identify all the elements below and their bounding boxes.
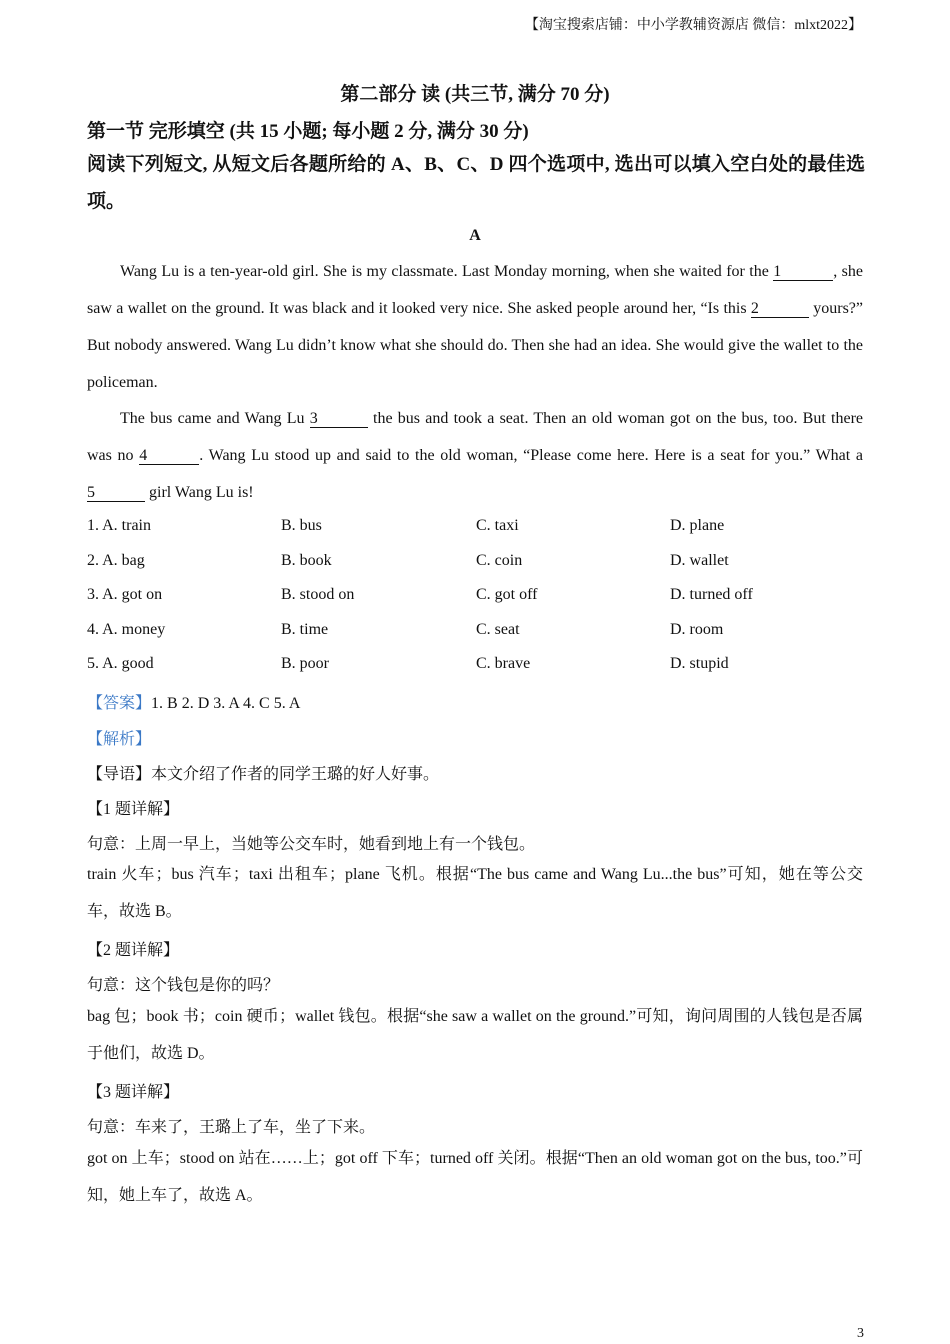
instructions: 阅读下列短文, 从短文后各题所给的 A、B、C、D 四个选项中, 选出可以填入空白处的最佳选项。 [87,154,865,212]
answer-label: 【答案】 [87,695,152,712]
option-cell: C. coin [476,552,523,569]
passage-paragraph-2 [87,400,863,511]
passage-text: The bus came and Wang Lu [120,410,310,427]
option-cell: 5. A. good [87,655,154,672]
option-row [87,552,867,574]
option-cell: C. taxi [476,517,519,534]
passage-text: . Wang Lu stood up and said to the old woman, “Please come here. Here is a seat for you.” What a [199,447,863,464]
option-cell: B. poor [281,655,329,672]
option-cell: 3. A. got on [87,586,163,603]
option-cell: D. turned off [670,586,753,603]
passage-text: yours?” But nobody answered. Wang Lu didn’t know what she should do. Then she had an idea. She would give the wallet to the policeman. [87,300,863,391]
option-cell: D. plane [670,517,725,534]
option-cell: 2. A. bag [87,552,145,569]
answer-line [87,690,300,713]
passage-text: Wang Lu is a ten-year-old girl. She is my classmate. Last Monday morning, when she waited for the [120,263,774,280]
option-cell: C. seat [476,621,520,638]
option-cell: B. time [281,621,329,638]
blank-1: 1 [773,264,833,281]
option-row [87,655,867,677]
q3-detail-title: 【3 题详解】 [87,1084,180,1101]
option-cell: B. bus [281,517,322,534]
option-row [87,517,867,539]
guide-text: 【导语】本文介绍了作者的同学王璐的好人好事。 [87,766,440,783]
q2-explanation: bag 包；book 书；coin 硬币；wallet 钱包。根据“she saw a wallet on the ground.”可知，询问周围的人钱包是否属于他们，故选 D。 [87,1008,863,1062]
answer-text: 1. B 2. D 3. A 4. C 5. A [151,695,301,712]
q2-detail-title: 【2 题详解】 [87,942,180,959]
option-cell: 1. A. train [87,517,151,534]
blank-3: 3 [310,411,368,428]
passage-label: A [469,227,481,244]
q3-explanation: got on 上车；stood on 站在……上；got off 下车；turned off 关闭。根据“Then an old woman got on the bus, too.”可知，她上车了，故选 A。 [87,1150,863,1204]
blank-4: 4 [139,448,199,465]
option-cell: C. brave [476,655,531,672]
passage-text: girl Wang Lu is! [145,484,254,501]
option-cell: B. stood on [281,586,355,603]
q1-detail-title: 【1 题详解】 [87,801,180,818]
option-cell: 4. A. money [87,621,166,638]
option-cell: C. got off [476,586,538,603]
option-cell: D. wallet [670,552,729,569]
q1-explanation: train 火车；bus 汽车；taxi 出租车；plane 飞机。根据“The bus came and Wang Lu...the bus”可知，她在等公交车，故选 B。 [87,866,863,920]
header-note: 【淘宝搜索店铺：中小学教辅资源店 微信：mlxt2022】 [524,18,862,33]
option-row [87,586,867,608]
blank-5: 5 [87,485,145,502]
passage-paragraph-1 [87,253,863,401]
q2-sentence-meaning: 句意：这个钱包是你的吗？ [87,977,280,994]
option-row [87,621,867,643]
option-cell: D. stupid [670,655,729,672]
q3-sentence-meaning: 句意：车来了，王璐上了车，坐了下来。 [87,1119,376,1136]
analysis-label: 【解析】 [87,731,152,748]
passage-text: , she saw a wallet on the ground. It was black and it looked very nice. She asked people around her, “Is this [87,263,863,317]
option-cell: D. room [670,621,724,638]
page-number: 3 [857,1326,864,1341]
blank-2: 2 [751,301,809,318]
q1-sentence-meaning: 句意：上周一早上，当她等公交车时，她看到地上有一个钱包。 [87,836,536,853]
part-title: 第二部分 读 (共三节, 满分 70 分) [340,84,610,105]
section-title: 第一节 完形填空 (共 15 小题; 每小题 2 分, 满分 30 分) [87,121,529,142]
passage-text: the bus and took a seat. Then an old woman got on the bus, too. But there was no [87,410,864,464]
option-cell: B. book [281,552,332,569]
